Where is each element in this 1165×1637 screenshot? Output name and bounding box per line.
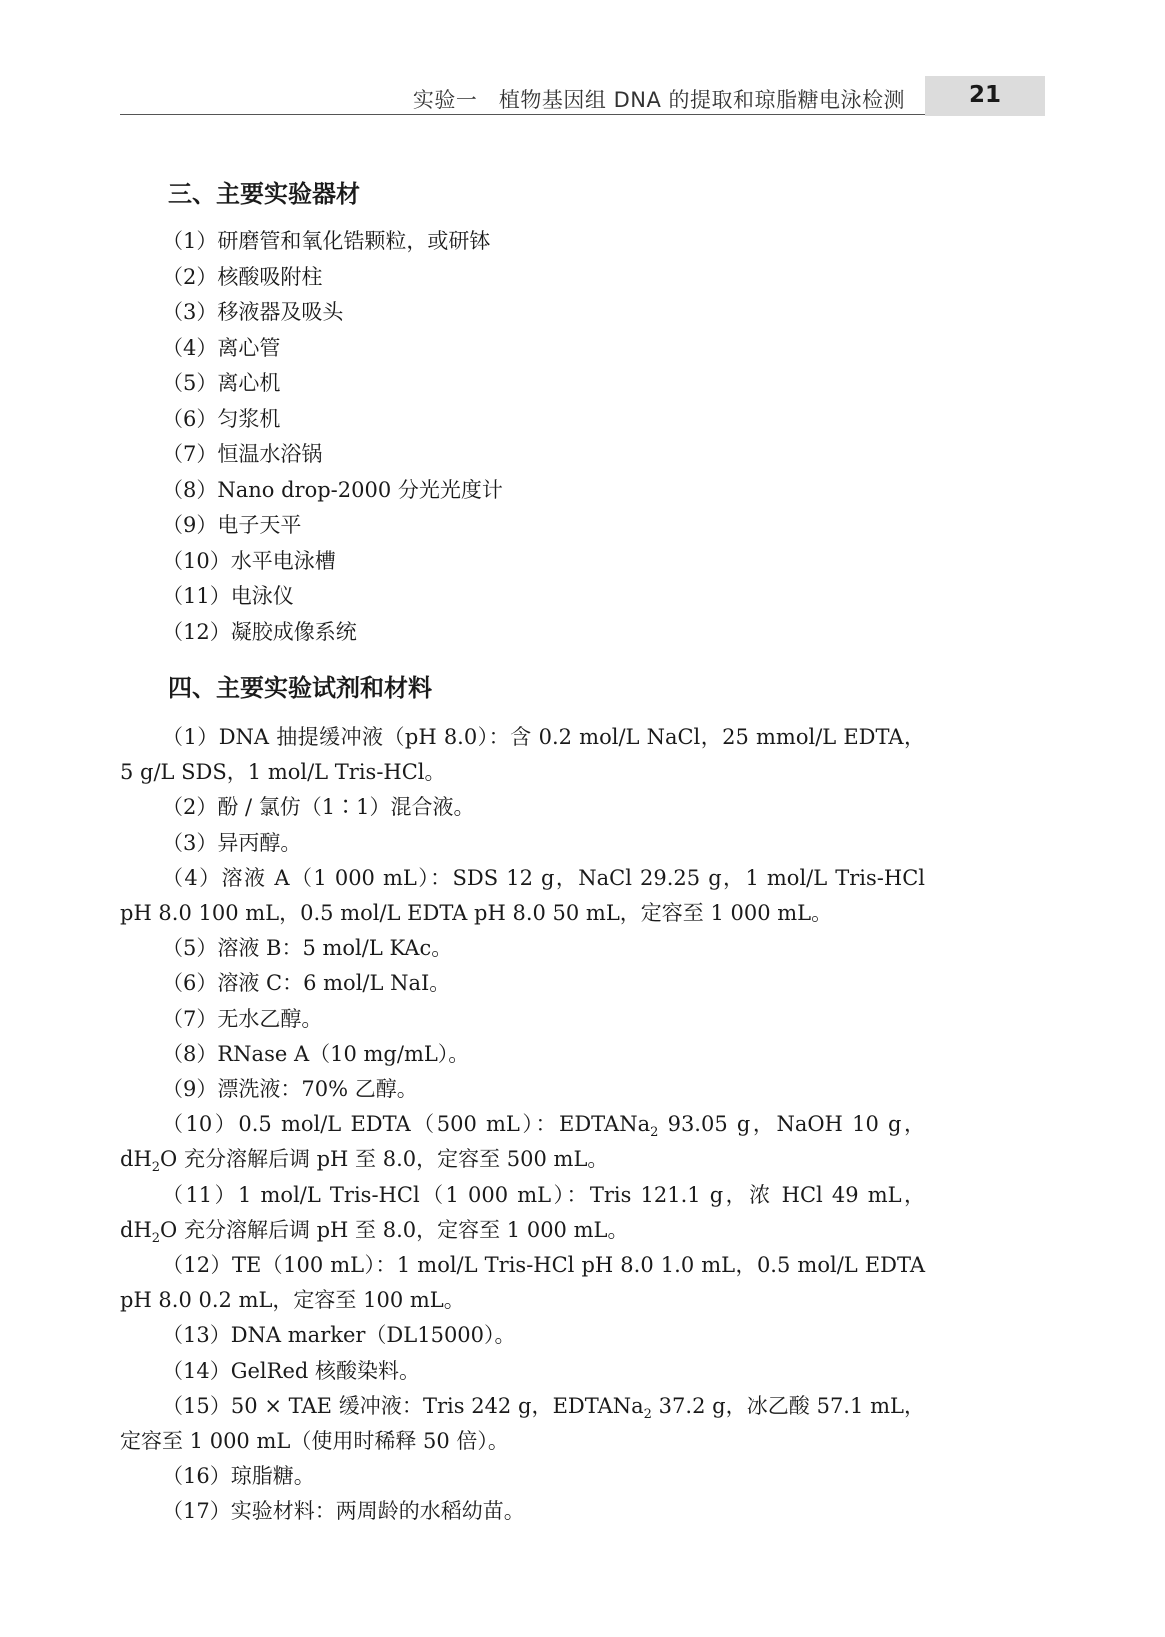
equipment-item: （2）核酸吸附柱 [162, 264, 323, 289]
equipment-list [162, 224, 503, 650]
reagent-item: （3）异丙醇。 [162, 830, 302, 855]
equipment-item: （10）水平电泳槽 [162, 548, 336, 573]
reagent-item: （17）实验材料：两周龄的水稻幼苗。 [162, 1499, 525, 1524]
section-heading-equipment: 三、主要实验器材 [168, 180, 360, 208]
equipment-item: （4）离心管 [162, 335, 281, 360]
reagent-text: O 充分溶解后调 pH 至 8.0，定容至 1 000 mL。 [160, 1217, 629, 1242]
reagent-item: （6）溶液 C：6 mol/L NaI。 [162, 971, 451, 996]
equipment-item: （5）离心机 [162, 371, 281, 395]
reagent-item: （7）无水乙醇。 [162, 1006, 323, 1031]
equipment-item: （8）Nano drop-2000 分光光度计 [162, 477, 503, 502]
reagent-item [120, 1389, 925, 1459]
header-title: 实验一 植物基因组 DNA 的提取和琼脂糖电泳检测 [412, 88, 905, 112]
header-rule [120, 114, 925, 115]
reagent-item: （2）酚 / 氯仿（1∶1）混合液。 [162, 795, 475, 820]
subscript: 2 [151, 1231, 161, 1247]
reagent-text: 93.05 g，NaOH 10 g，dH [120, 1112, 926, 1172]
reagent-text: （15）50 × TAE 缓冲液：Tris 242 g，EDTANa [162, 1393, 644, 1418]
equipment-item: （1）研磨管和氧化锆颗粒，或研钵 [162, 229, 491, 253]
running-header [120, 76, 1045, 116]
reagent-item: （9）漂洗液：70% 乙醇。 [162, 1077, 418, 1102]
section-heading-reagents: 四、主要实验试剂和材料 [168, 674, 432, 702]
reagent-item: （13）DNA marker（DL15000）。 [162, 1323, 516, 1348]
reagent-text: O 充分溶解后调 pH 至 8.0，定容至 500 mL。 [160, 1147, 609, 1172]
subscript: 2 [650, 1125, 659, 1141]
subscript: 2 [643, 1407, 652, 1423]
equipment-item: （6）匀浆机 [162, 406, 281, 431]
page-number: 21 [968, 82, 1001, 108]
equipment-item: （12）凝胶成像系统 [162, 619, 357, 644]
reagent-item: （4）溶液 A（1 000 mL）：SDS 12 g，NaCl 29.25 g，1 mol/L Tris-HCl pH 8.0 100 mL，0.5 mol/L EDTA pH 8.0 50 mL，定容至 1 000 mL。 [120, 865, 925, 926]
subscript: 2 [151, 1160, 161, 1176]
reagent-item [120, 1178, 925, 1248]
reagent-list [120, 720, 925, 1530]
reagent-item: （16）琼脂糖。 [162, 1464, 315, 1489]
reagent-item: （12）TE（100 mL）：1 mol/L Tris-HCl pH 8.0 1.0 mL，0.5 mol/L EDTA pH 8.0 0.2 mL，定容至 100 mL。 [120, 1253, 925, 1313]
equipment-item: （7）恒温水浴锅 [162, 442, 323, 466]
reagent-text: （10）0.5 mol/L EDTA（500 mL）：EDTANa [162, 1112, 651, 1137]
reagent-text: 37.2 g，冰乙酸 57.1 mL，定容至 1 000 mL（使用时稀释 50 倍）。 [120, 1393, 925, 1454]
equipment-item: （9）电子天平 [162, 513, 302, 537]
equipment-item: （3）移液器及吸头 [162, 300, 344, 324]
reagent-item: （14）GelRed 核酸染料。 [162, 1358, 420, 1383]
page-number-box [925, 76, 1045, 116]
equipment-item: （11）电泳仪 [162, 584, 294, 608]
reagent-text: （11）1 mol/L Tris-HCl（1 000 mL）：Tris 121.1 g，浓 HCl 49 mL，dH [120, 1182, 925, 1242]
reagent-item [120, 1107, 925, 1177]
reagent-item: （1）DNA 抽提缓冲液（pH 8.0）：含 0.2 mol/L NaCl，25 mmol/L EDTA，5 g/L SDS，1 mol/L Tris-HCl。 [120, 725, 925, 785]
reagent-item: （8）RNase A（10 mg/mL）。 [162, 1041, 470, 1066]
reagent-item: （5）溶液 B：5 mol/L KAc。 [162, 936, 453, 961]
